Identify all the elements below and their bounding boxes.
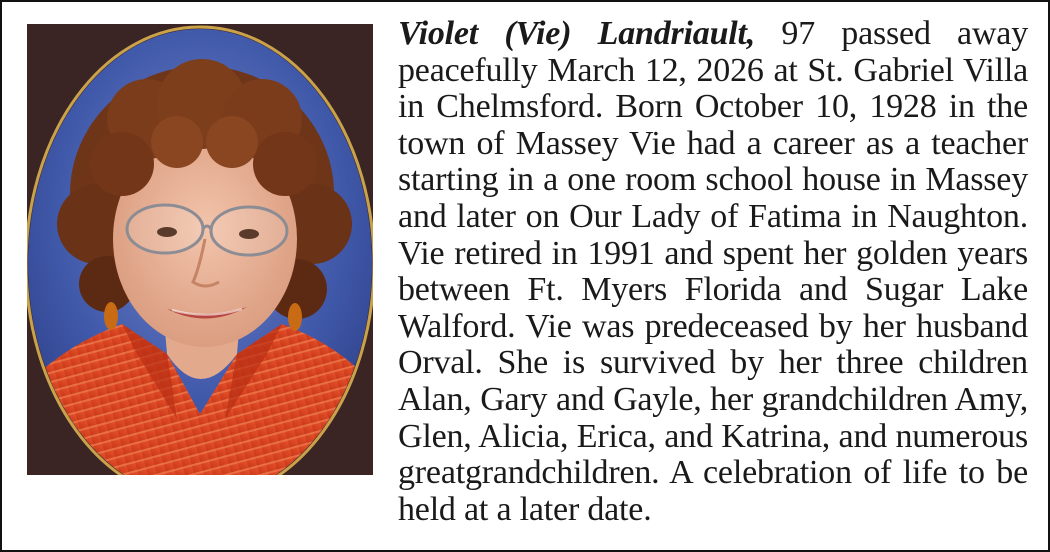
obituary-body: 97 passed away peacefully March 12, 2026 at St. Gabriel Villa in Chelmsford. Born October 10, 1928 in the town of Massey Vie had a career as a teacher starting in a one room school house in Massey and later on Our Lady of Fatima in Naughton. Vie retired in 1991 and spent her golden years between Ft. Myers Florida and Sugar Lake Walford. Vie was predeceased by her husband Orval. She is survived by her three children Alan, Gary and Gayle, her grandchildren Amy, Glen, Alicia, Erica, and Katrina, and numerous greatgrandchildren. (398, 15, 1028, 492)
obituary-text (27, 16, 1028, 528)
deceased-name: Violet (Vie) Landriault, (398, 15, 756, 52)
celebration-of-life: A celebration of life to be held at a later date. (398, 454, 1028, 528)
photo-spacer (27, 16, 398, 492)
